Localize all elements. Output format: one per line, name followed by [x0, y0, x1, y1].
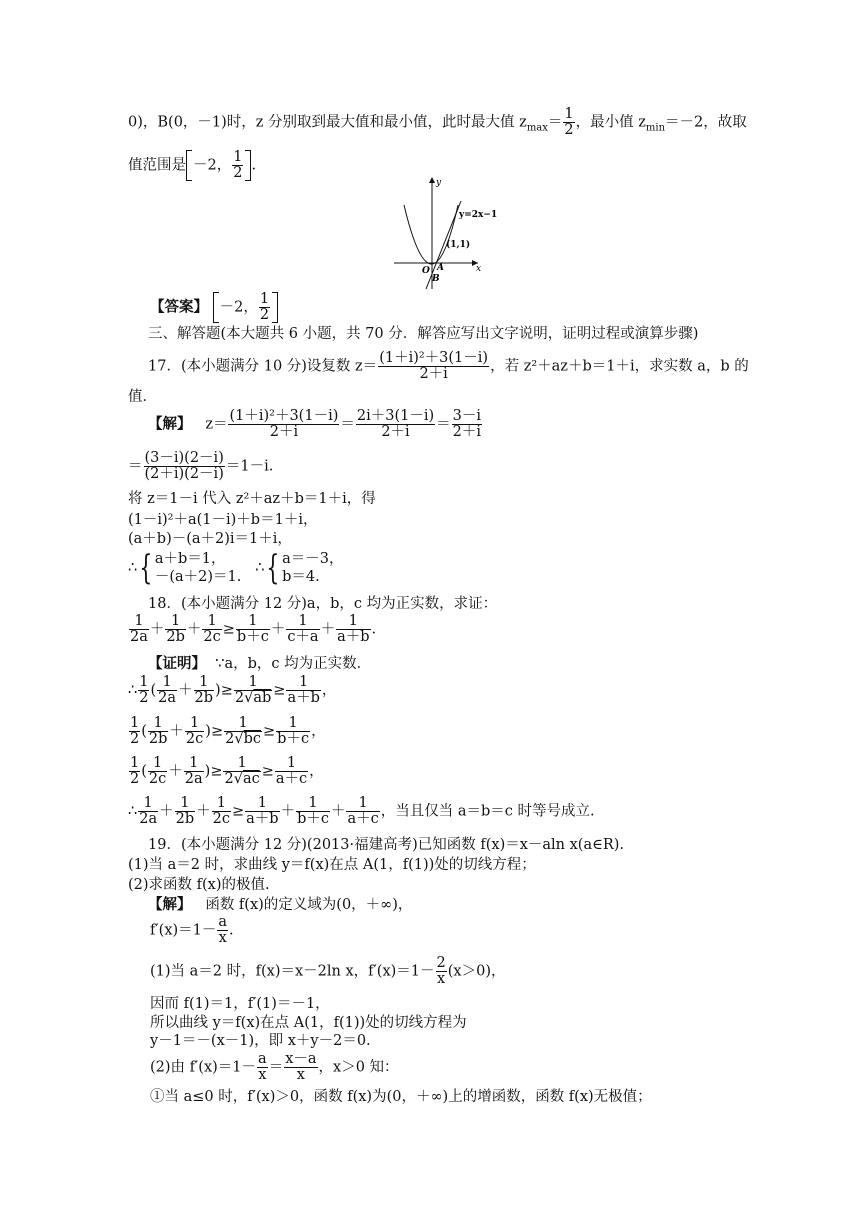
- text-line: (2)求函数 f(x)的极值.: [128, 877, 270, 893]
- text-line: 19．(本小题满分 12 分)(2013·福建高考)已知函数 f(x)＝x－aln x(a∈R).: [148, 837, 625, 853]
- proof-line: ∴ $\frac{1}{2}$ ( $\frac{1}{2a}$ ＋ $\frac{1}{2b}$ )≥ $\frac{1}{2√ab}$ ≥ $\frac{1}{a+b}$ ，: [128, 674, 337, 706]
- parabola-figure: [392, 173, 498, 291]
- a-label: A: [437, 263, 444, 273]
- interval: －2， $\frac{1}{2}$: [213, 292, 278, 323]
- section-heading: 三、解答题(本大题共 6 小题，共 70 分．解答应写出文字说明，证明过程或演算步骤): [148, 326, 699, 342]
- y-label: y: [436, 178, 442, 188]
- parabola-curve: [404, 205, 458, 264]
- text-line: (2)由 f′(x)＝1－ $\frac{a}{x}$ ＝ $\frac{x-a}{x}$ ，x＞0 知：: [150, 1051, 399, 1083]
- text: ＝－2，故取: [665, 114, 747, 131]
- text-line: 【解】 函数 f(x)的定义域为(0，＋∞)，: [148, 896, 413, 913]
- text-line: (1－i)²＋a(1－i)＋b＝1＋i，: [128, 512, 318, 528]
- text-line: (1)当 a＝2 时，求曲线 y＝f(x)在点 A(1，f(1))处的切线方程；: [128, 857, 536, 873]
- text-line: [128, 107, 747, 138]
- text: 0)，B(0，－1)时，z 分别取到最大值和最小值，此时最大值 z: [128, 114, 527, 131]
- system-line: ∴{ a＋b＝1， －(a＋2)＝1. ∴{ a＝－3， b＝4.: [128, 548, 344, 588]
- text-line: 【证明】 ∵a，b，c 均为正实数．: [148, 655, 372, 672]
- subscript: min: [645, 122, 666, 134]
- text-line: [128, 150, 256, 181]
- text-line: 【解】 z＝ $\frac{\text{(1＋i)²＋3(1－i)}}{2+i}$ ＝ $\frac{2i+3(1-i)}{2+i}$ ＝ $\frac{3-i}{2+i}$: [148, 408, 482, 440]
- line-label: y=2x−1: [459, 210, 498, 220]
- y-arrow-icon: [429, 177, 435, 183]
- answer-label: 【答案】: [150, 298, 208, 316]
- text-line: ①当 a≤0 时，f′(x)＞0，函数 f(x)为(0，＋∞)上的增函数，函数 f(x)无极值；: [150, 1089, 652, 1105]
- text-line: 将 z＝1－i 代入 z²＋az＋b＝1＋i，得: [128, 491, 376, 507]
- interval: －2， $\frac{1}{2}$: [186, 150, 251, 181]
- text: 值范围是: [128, 157, 186, 174]
- text: ，最小值 z: [575, 114, 646, 131]
- text-line: y－1＝－(x－1)，即 x＋y－2＝0.: [150, 1033, 371, 1049]
- x-label: x: [476, 264, 482, 274]
- text-line: (1)当 a＝2 时，f(x)＝x－2ln x，f′(x)＝1－ $\frac{2}{x}$ (x＞0)，: [150, 955, 506, 987]
- origin-label: O: [422, 266, 430, 276]
- inequality-line: $\frac{1}{2a}$ ＋ $\frac{1}{2b}$ ＋ $\frac{1}{2c}$ ≥ $\frac{1}{b+c}$ ＋ $\frac{1}{c+a}$ ＋ $\frac{1}{a+b}$ .: [130, 613, 377, 645]
- proof-line: ∴ $\frac{1}{2a}$ ＋ $\frac{1}{2b}$ ＋ $\frac{1}{2c}$ ≥ $\frac{1}{a+b}$ ＋ $\frac{1}{b+c}$ ＋ $\frac{1}{a+c}$ ，当且仅当 a＝b＝c 时等号成立.: [128, 795, 595, 827]
- fraction: $\frac{1}{2}$: [564, 106, 574, 138]
- answer-line: [150, 292, 278, 323]
- subscript: max: [526, 122, 548, 134]
- text-line: 所以曲线 y＝f(x)在点 A(1，f(1))处的切线方程为: [150, 1015, 467, 1031]
- text: ＝: [547, 114, 563, 131]
- b-label: B: [432, 274, 440, 284]
- text: .: [251, 157, 257, 174]
- proof-line: $\frac{1}{2}$ ( $\frac{1}{2b}$ ＋ $\frac{1}{2c}$ )≥ $\frac{1}{2√bc}$ ≥ $\frac{1}{b+c}$ ，: [130, 715, 326, 747]
- text-line: f′(x)＝1－ $\frac{a}{x}$ .: [150, 914, 234, 946]
- text-line: 因而 f(1)＝1，f′(1)＝－1，: [150, 996, 330, 1012]
- text-line: ＝ $\frac{(3-i)(2-i)}{(2+i)(2-i)}$ ＝1－i.: [128, 450, 274, 482]
- text-line: (a＋b)－(a＋2)i＝1＋i，: [128, 531, 292, 547]
- point-label: (1,1): [446, 240, 471, 250]
- proof-line: $\frac{1}{2}$ ( $\frac{1}{2c}$ ＋ $\frac{1}{2a}$ )≥ $\frac{1}{2√ac}$ ≥ $\frac{1}{a+c}$ ，: [130, 755, 324, 787]
- text-line: 18．(本小题满分 12 分)a，b，c 均为正实数，求证：: [148, 596, 498, 612]
- text-line: 值．: [128, 389, 157, 405]
- text-line: 17．(本小题满分 10 分)设复数 z＝ $\frac{\text{(1＋i)²＋3(1－i)}}{2+i}$ ，若 z²＋az＋b＝1＋i，求实数 a，b 的: [148, 350, 749, 382]
